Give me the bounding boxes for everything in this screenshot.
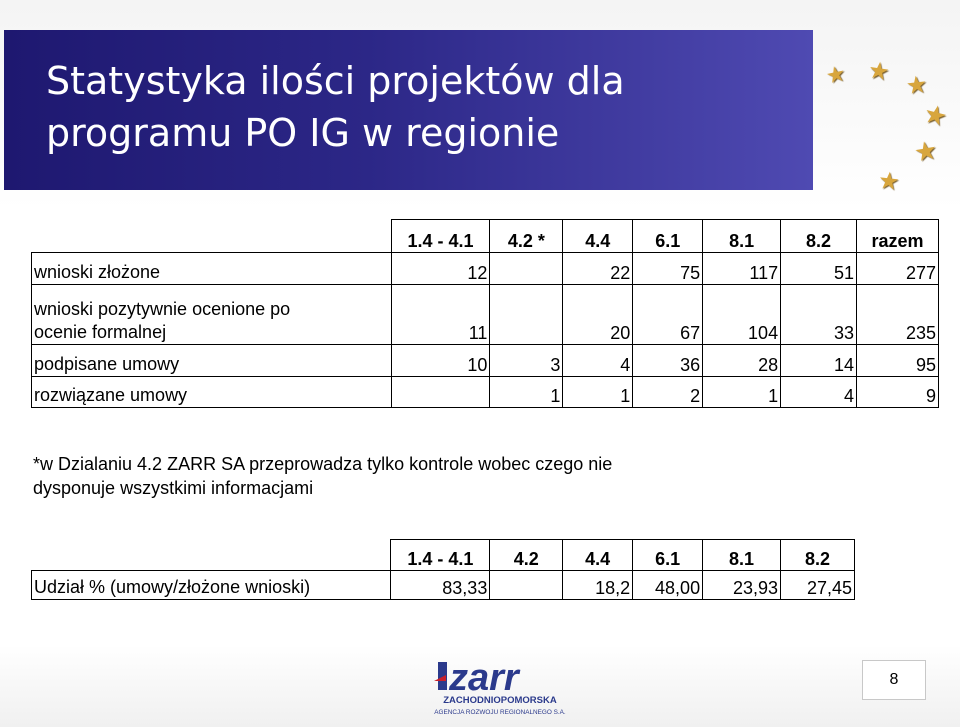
table-cell: 18,2 (563, 571, 633, 600)
table-cell: 10 (391, 345, 490, 377)
table-cell: 104 (703, 285, 781, 345)
table-cell: 51 (781, 253, 857, 285)
header-cell: 8.2 (781, 540, 855, 571)
row-label: wnioski złożone (32, 253, 392, 285)
star-icon: ★ (904, 70, 929, 101)
footnote-line-1: *w Dzialaniu 4.2 ZARR SA przeprowadza tylko kontrole wobec czego nie (33, 454, 613, 474)
table-cell: 83,33 (391, 571, 490, 600)
table-cell: 48,00 (633, 571, 703, 600)
header-cell: 4.4 (563, 220, 633, 253)
table-header-row (32, 220, 939, 253)
row-label-line-1: wnioski pozytywnie ocenione po (34, 299, 291, 319)
logo-wordmark: zarr (449, 657, 519, 699)
table-cell: 117 (703, 253, 781, 285)
table-cell: 27,45 (781, 571, 855, 600)
table-row (32, 285, 939, 345)
row-label (32, 285, 392, 345)
footnote (33, 452, 793, 500)
header-cell (32, 540, 391, 571)
table-row (32, 345, 939, 377)
header-cell: 4.4 (563, 540, 633, 571)
star-icon: ★ (920, 97, 951, 133)
table-cell: 33 (781, 285, 857, 345)
slide-title-line-1: Statystyka ilości projektów dla (46, 59, 625, 103)
table-cell (490, 285, 563, 345)
slide-title (46, 55, 625, 159)
table-cell: 1 (563, 377, 633, 408)
table-cell: 3 (490, 345, 563, 377)
header-cell: 6.1 (633, 540, 703, 571)
star-icon: ★ (823, 60, 849, 89)
table-cell: 20 (563, 285, 633, 345)
header-cell: 1.4 - 4.1 (391, 540, 490, 571)
footnote-line-2: dysponuje wszystkimi informacjami (33, 478, 314, 498)
logo-line-2: AGENCJA ROZWOJU REGIONALNEGO S.A. (434, 709, 566, 716)
header-cell: 8.1 (703, 220, 781, 253)
table-cell: 1 (490, 377, 563, 408)
row-label: rozwiązane umowy (32, 377, 392, 408)
star-icon: ★ (866, 56, 892, 87)
table-cell: 28 (703, 345, 781, 377)
header-cell: 1.4 - 4.1 (391, 220, 490, 253)
table-cell: 36 (633, 345, 703, 377)
table-cell: 277 (857, 253, 939, 285)
project-statistics-table (31, 219, 939, 408)
table-cell: 22 (563, 253, 633, 285)
page-number-text: 8 (889, 671, 899, 688)
slide-title-line-2: programu PO IG w regionie (46, 111, 560, 155)
table-row (32, 377, 939, 408)
row-label-line-2: ocenie formalnej (34, 322, 167, 342)
table-cell: 75 (633, 253, 703, 285)
table-cell: 235 (857, 285, 939, 345)
table-cell: 1 (703, 377, 781, 408)
table-cell: 2 (633, 377, 703, 408)
table-cell: 11 (391, 285, 490, 345)
table-cell: 14 (781, 345, 857, 377)
header-cell: 8.2 (781, 220, 857, 253)
header-cell (32, 220, 392, 253)
header-cell: 8.1 (703, 540, 781, 571)
header-cell: 4.2 * (490, 220, 563, 253)
table-cell: 12 (391, 253, 490, 285)
table-header-row (32, 540, 855, 571)
star-icon: ★ (876, 166, 901, 197)
row-label: Udział % (umowy/złożone wnioski) (32, 571, 391, 600)
logo-line-1: ZACHODNIOPOMORSKA (443, 695, 557, 706)
row-label: podpisane umowy (32, 345, 392, 377)
table-cell: 95 (857, 345, 939, 377)
table-cell: 9 (857, 377, 939, 408)
table-cell (490, 253, 563, 285)
table-cell: 4 (781, 377, 857, 408)
header-cell: 4.2 (490, 540, 563, 571)
table-cell: 67 (633, 285, 703, 345)
header-cell: 6.1 (633, 220, 703, 253)
page-number (862, 660, 926, 700)
star-icon: ★ (911, 134, 940, 168)
table-cell: 4 (563, 345, 633, 377)
table-row (32, 571, 855, 600)
table-row (32, 253, 939, 285)
table-cell: 23,93 (703, 571, 781, 600)
table-cell (391, 377, 490, 408)
share-percentage-table (31, 539, 855, 600)
header-cell: razem (857, 220, 939, 253)
zarr-logo (434, 657, 566, 719)
table-cell (490, 571, 563, 600)
